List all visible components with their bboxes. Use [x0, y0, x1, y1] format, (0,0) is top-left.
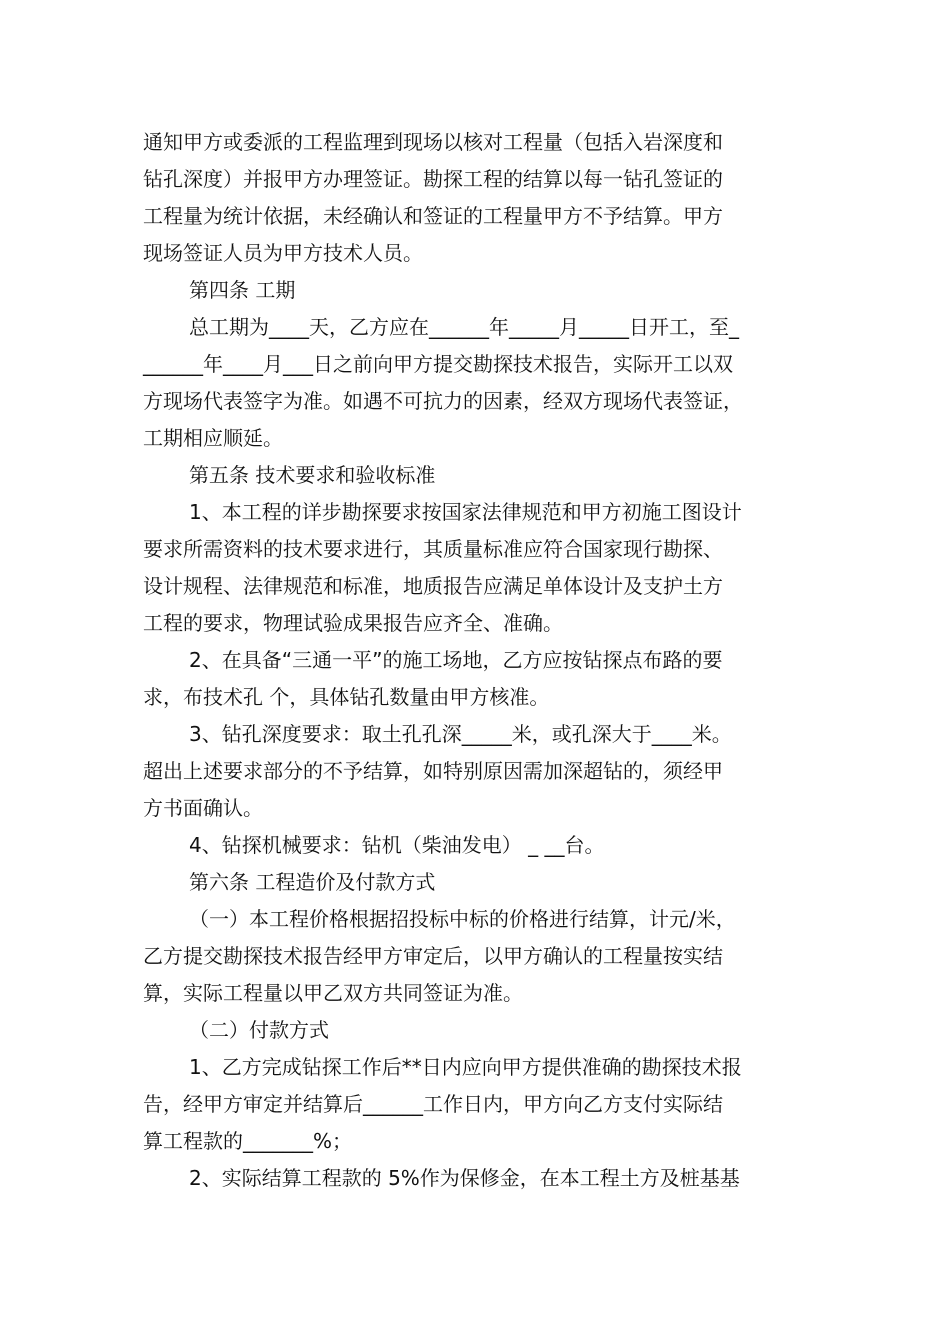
text-line: 方现场代表签字为准。如遇不可抗力的因素，经双方现场代表签证，: [143, 389, 743, 413]
text-line: 告，经甲方审定并结算后______工作日内，甲方向乙方支付实际结: [143, 1092, 723, 1116]
text-line: 工程的要求，物理试验成果报告应齐全、准确。: [143, 611, 563, 635]
text-line: 算，实际工程量以甲乙双方共同签证为准。: [143, 981, 523, 1005]
text-line: 求，布技术孔 个，具体钻孔数量由甲方核准。: [143, 685, 550, 709]
text-line: 钻孔深度）并报甲方办理签证。勘探工程的结算以每一钻孔签证的: [143, 167, 723, 191]
text-line: 现场签证人员为甲方技术人员。: [143, 241, 423, 265]
text-line: 第五条 技术要求和验收标准: [189, 463, 436, 487]
text-line: 通知甲方或委派的工程监理到现场以核对工程量（包括入岩深度和: [143, 130, 723, 154]
text-line: 方书面确认。: [143, 796, 263, 820]
text-line: 乙方提交勘探技术报告经甲方审定后，以甲方确认的工程量按实结: [143, 944, 723, 968]
text-line: ______年____月___日之前向甲方提交勘探技术报告，实际开工以双: [143, 352, 733, 376]
text-line: 3、钻孔深度要求：取土孔孔深_____米，或孔深大于____米。: [189, 722, 732, 746]
contract-body: [143, 124, 823, 1197]
text-line: 要求所需资料的技术要求进行，其质量标准应符合国家现行勘探、: [143, 537, 723, 561]
text-line: 4、钻探机械要求：钻机（柴油发电） _ __台。: [189, 833, 605, 857]
text-line: 设计规程、法律规范和标准，地质报告应满足单体设计及支护土方: [143, 574, 723, 598]
text-line: 工程量为统计依据，未经确认和签证的工程量甲方不予结算。甲方: [143, 204, 723, 228]
text-line: 第四条 工期: [189, 278, 296, 302]
text-line: 第六条 工程造价及付款方式: [189, 870, 436, 894]
text-line: 算工程款的_______%；: [143, 1129, 353, 1153]
text-line: 1、本工程的详步勘探要求按国家法律规范和甲方初施工图设计: [189, 500, 742, 524]
text-line: 总工期为____天，乙方应在______年_____月_____日开工，至_: [189, 315, 739, 339]
text-line: （二）付款方式: [189, 1018, 329, 1042]
text-line: 工期相应顺延。: [143, 426, 283, 450]
text-line: 1、乙方完成钻探工作后**日内应向甲方提供准确的勘探技术报: [189, 1055, 742, 1079]
text-line: （一）本工程价格根据招投标中标的价格进行结算，计元/米，: [189, 907, 736, 931]
text-line: 2、在具备“三通一平”的施工场地，乙方应按钻探点布路的要: [189, 648, 723, 672]
text-line: 超出上述要求部分的不予结算，如特别原因需加深超钻的，须经甲: [143, 759, 723, 783]
text-line: 2、实际结算工程款的 5%作为保修金，在本工程土方及桩基基: [189, 1166, 740, 1190]
